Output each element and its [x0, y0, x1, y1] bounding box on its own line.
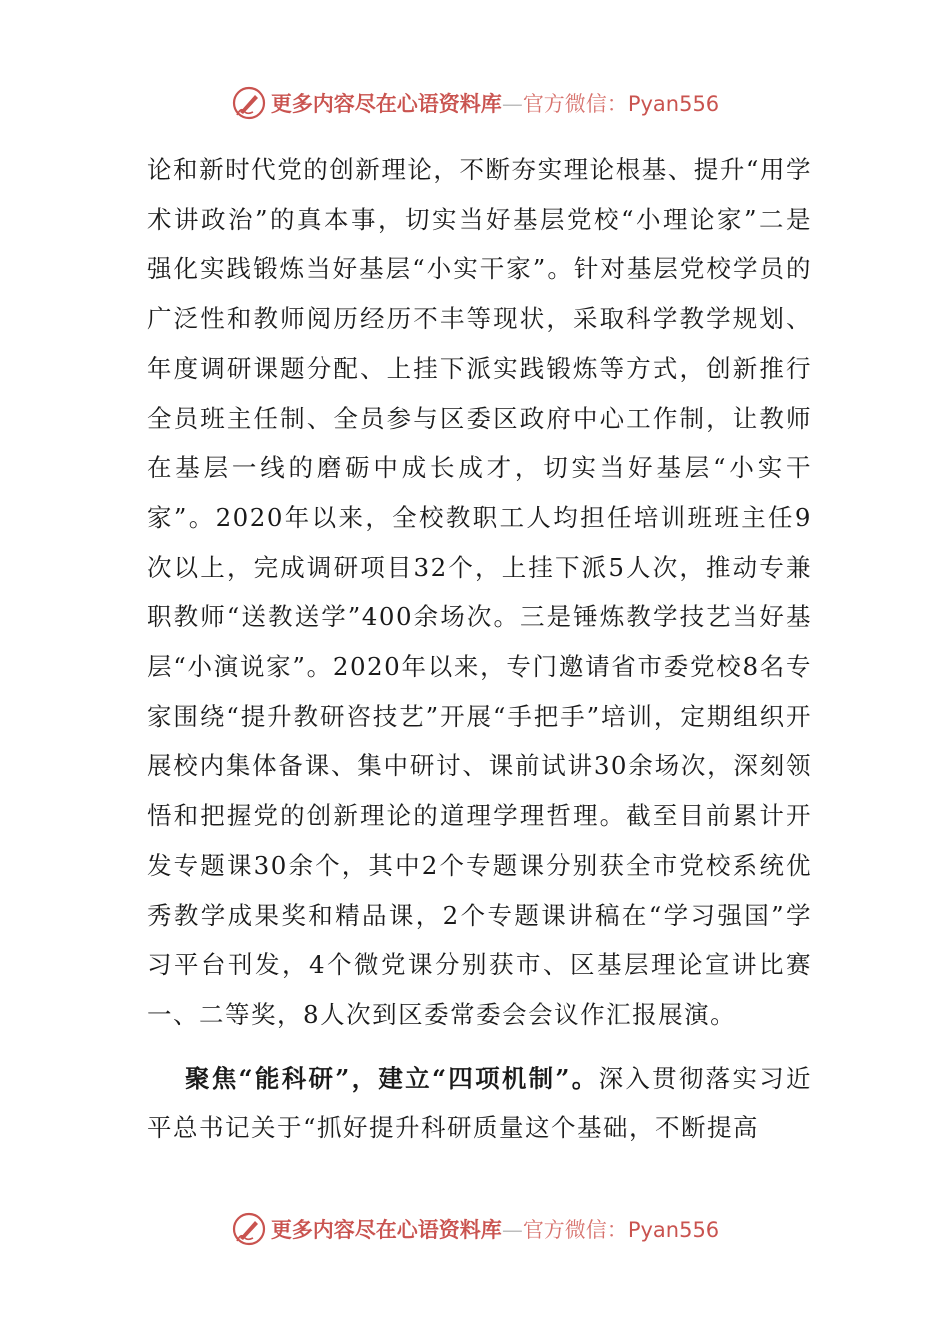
banner-text — [271, 88, 719, 118]
paragraph-heading: 聚焦“能科研”，建立“四项机制”。 — [185, 1063, 599, 1093]
banner-site: 更多内容尽在心语资料库 — [270, 1218, 502, 1242]
pen-logo-icon — [231, 85, 267, 121]
banner-separator: — — [501, 1218, 523, 1242]
banner-text — [271, 1214, 719, 1244]
banner-wechat-label: 官方微信： — [522, 92, 628, 116]
header-banner — [0, 83, 950, 123]
banner-wechat-id: Pyan556 — [627, 1218, 720, 1242]
pen-logo-icon — [231, 1211, 267, 1247]
banner-wechat-label: 官方微信： — [522, 1218, 628, 1242]
paragraph-text: 深入贯彻落实习近平总书记关于“抓好提升科研质量这个基础，不断提高 — [147, 1063, 812, 1143]
body-paragraph — [147, 1054, 812, 1153]
banner-site: 更多内容尽在心语资料库 — [270, 92, 502, 116]
body-paragraph: 论和新时代党的创新理论，不断夯实理论根基、提升“用学术讲政治”的真本事，切实当好基层党校“小理论家”二是强化实践锻炼当好基层“小实干家”。针对基层党校学员的广泛性和教师阅历经历不丰等现状，采取科学教学规划、年度调研课题分配、上挂下派实践锻炼等方式，创新推行全员班主任制、全员参与区委区政府中心工作制，让教师在基层一线的磨砺中成长成才，切实当好基层“小实干家”。2020年以来，全校教职工人均担任培训班班主任9次以上，完成调研项目32个，上挂下派5人次，推动专兼职教师“送教送学”400余场次。三是锤炼教学技艺当好基层“小演说家”。2020年以来，专门邀请省市委党校8名专家围绕“提升教研咨技艺”开展“手把手”培训，定期组织开展校内集体备课、集中研讨、课前试讲30余场次，深刻领悟和把握党的创新理论的道理学理哲理。截至目前累计开发专题课30余个，其中2个专题课分别获全市党校系统优秀教学成果奖和精品课，2个专题课讲稿在“学习强国”学习平台刊发，4个微党课分别获市、区基层理论宣讲比赛一、二等奖，8人次到区委常委会会议作汇报展演。 — [147, 155, 812, 1029]
document-body — [147, 145, 812, 1153]
banner-separator: — — [501, 92, 523, 116]
footer-banner — [0, 1209, 950, 1249]
banner-wechat-id: Pyan556 — [627, 92, 720, 116]
